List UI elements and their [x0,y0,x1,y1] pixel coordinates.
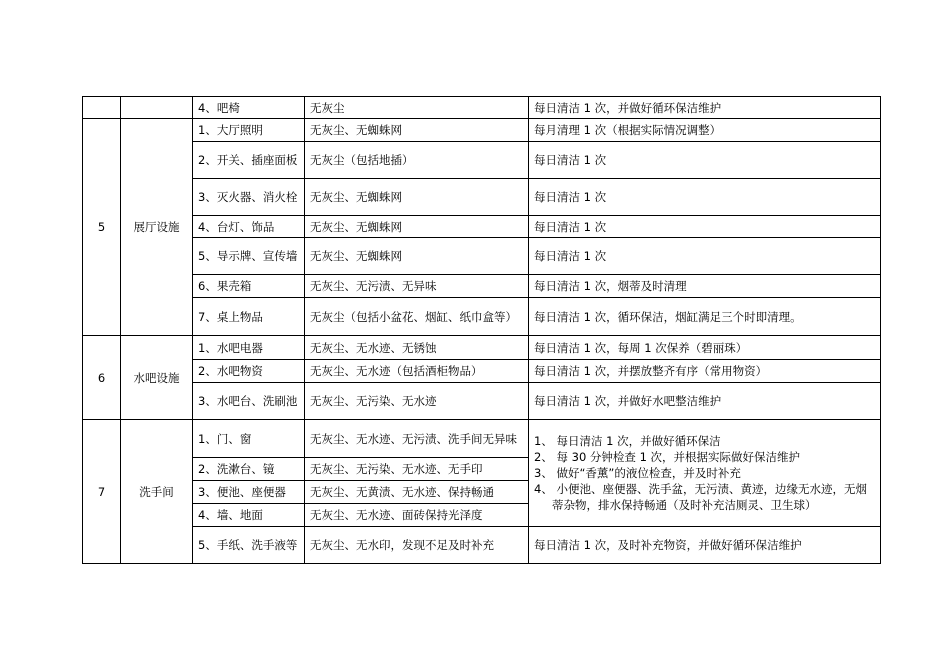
standard-cell: 无灰尘、无蜘蛛网 [305,238,529,275]
item-cell: 7、桌上物品 [193,298,305,336]
frequency-list [534,433,875,513]
standard-cell: 无灰尘、无蜘蛛网 [305,119,529,142]
section-category: 水吧设施 [121,336,193,420]
table-row [83,275,881,298]
table-row [83,298,881,336]
standard-cell: 无灰尘、无水迹、面砖保持光泽度 [305,504,529,527]
standard-cell: 无灰尘、无水印，发现不足及时补充 [305,527,529,564]
standard-cell: 无灰尘、无水迹、无污渍、洗手间无异味 [305,420,529,458]
frequency-cell: 每日清洁 1 次 [529,179,881,216]
standard-cell: 无灰尘（包括小盆花、烟缸、纸巾盒等） [305,298,529,336]
standard-cell: 无灰尘 [305,97,529,119]
section-category: 洗手间 [121,420,193,564]
frequency-cell: 每日清洁 1 次，并做好循环保洁维护 [529,97,881,119]
table-row [83,527,881,564]
number-cell [83,97,121,119]
frequency-cell: 每日清洁 1 次，烟蒂及时清理 [529,275,881,298]
standard-cell: 无灰尘、无蜘蛛网 [305,216,529,238]
frequency-cell: 每日清洁 1 次，循环保洁，烟缸满足三个时即清理。 [529,298,881,336]
frequency-cell: 每日清洁 1 次 [529,238,881,275]
item-cell: 4、台灯、饰品 [193,216,305,238]
list-item: 4、 小便池、座便器、洗手盆，无污渍、黄迹，边缘无水迹，无烟蒂杂物，排水保持畅通（及时补充洁厕灵、卫生球） [534,482,867,512]
frequency-cell: 每日清洁 1 次 [529,216,881,238]
section-number: 7 [83,420,121,564]
frequency-cell: 每日清洁 1 次，并摆放整齐有序（常用物资） [529,360,881,383]
standard-cell: 无灰尘、无黄渍、无水迹、保持畅通 [305,481,529,504]
item-cell: 1、水吧电器 [193,336,305,360]
item-cell: 5、手纸、洗手液等 [193,527,305,564]
list-item: 2、 每 30 分钟检查 1 次，并根据实际做好保洁维护 [534,450,801,464]
standard-cell: 无灰尘、无水迹、无锈蚀 [305,336,529,360]
frequency-cell: 每日清洁 1 次 [529,142,881,179]
cleaning-standards-table [82,96,881,564]
item-cell: 4、吧椅 [193,97,305,119]
frequency-cell: 每月清理 1 次（根据实际情况调整） [529,119,881,142]
item-cell: 5、导示牌、宣传墙 [193,238,305,275]
item-cell: 2、洗漱台、镜 [193,458,305,481]
table-row [83,420,881,458]
table-row [83,383,881,420]
standard-cell: 无灰尘、无水迹（包括酒柜物品） [305,360,529,383]
frequency-cell: 每日清洁 1 次，每周 1 次保养（碧丽珠） [529,336,881,360]
item-cell: 2、水吧物资 [193,360,305,383]
item-cell: 3、灭火器、消火栓 [193,179,305,216]
standard-cell: 无灰尘（包括地插） [305,142,529,179]
item-cell: 4、墙、地面 [193,504,305,527]
item-cell: 3、便池、座便器 [193,481,305,504]
section-category: 展厅设施 [121,119,193,336]
list-item: 1、 每日清洁 1 次，并做好循环保洁 [534,434,721,448]
item-cell: 1、门、窗 [193,420,305,458]
section-number: 6 [83,336,121,420]
list-item: 3、 做好“香薰”的液位检查，并及时补充 [534,466,741,480]
table-row [83,179,881,216]
item-cell: 1、大厅照明 [193,119,305,142]
table-row [83,97,881,119]
section-number: 5 [83,119,121,336]
table-row [83,216,881,238]
standard-cell: 无灰尘、无污染、无水迹、无手印 [305,458,529,481]
table-row [83,336,881,360]
standard-cell: 无灰尘、无蜘蛛网 [305,179,529,216]
frequency-cell: 每日清洁 1 次，并做好水吧整洁维护 [529,383,881,420]
table-row [83,119,881,142]
item-cell: 2、开关、插座面板 [193,142,305,179]
standard-cell: 无灰尘、无污染、无水迹 [305,383,529,420]
item-cell: 6、果壳箱 [193,275,305,298]
table-row [83,142,881,179]
frequency-cell: 每日清洁 1 次，及时补充物资，并做好循环保洁维护 [529,527,881,564]
table-row [83,238,881,275]
table-row [83,360,881,383]
category-cell [121,97,193,119]
frequency-cell-merged [529,420,881,527]
standard-cell: 无灰尘、无污渍、无异味 [305,275,529,298]
item-cell: 3、水吧台、洗刷池 [193,383,305,420]
